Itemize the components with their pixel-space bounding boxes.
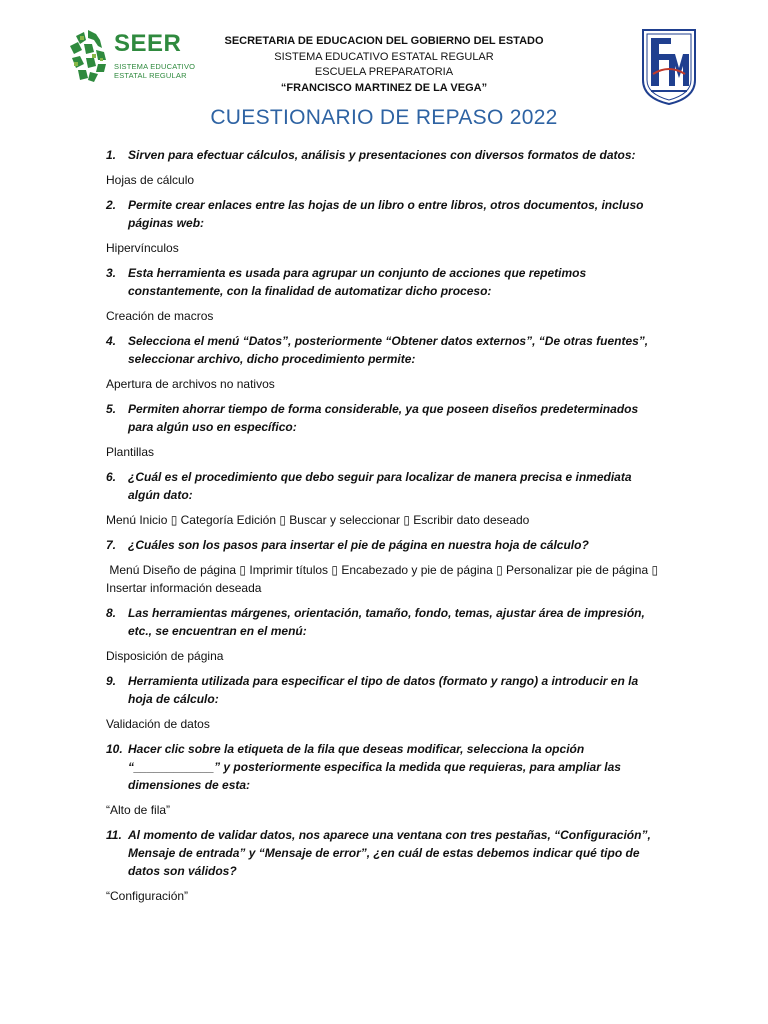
question-7 bbox=[106, 536, 666, 554]
question-text: Hacer clic sobre la etiqueta de la fila que deseas modificar, selecciona la opción “____________” y posteriormente especifica la medida que requieras, para ampliar las dimensiones de esta: bbox=[128, 742, 621, 792]
question-text: ¿Cuál es el procedimiento que debo seguir para localizar de manera precisa e inmediata algún dato: bbox=[128, 470, 632, 502]
question-5 bbox=[106, 400, 666, 436]
question-text: Sirven para efectuar cálculos, análisis y presentaciones con diversos formatos de datos: bbox=[128, 148, 636, 162]
question-number: 1. bbox=[106, 148, 117, 162]
answer-9: Validación de datos bbox=[106, 717, 210, 731]
question-text: Herramienta utilizada para especificar el tipo de datos (formato y rango) a introducir en la hoja de cálculo: bbox=[128, 674, 639, 706]
question-2 bbox=[106, 196, 666, 232]
question-6 bbox=[106, 468, 666, 504]
questionnaire bbox=[106, 146, 666, 912]
page-title: CUESTIONARIO DE REPASO 2022 bbox=[210, 106, 558, 129]
answer-8: Disposición de página bbox=[106, 649, 224, 663]
question-number: 4. bbox=[106, 334, 117, 348]
question-number: 11. bbox=[106, 828, 122, 842]
question-4 bbox=[106, 332, 666, 368]
seer-mark-icon bbox=[66, 28, 110, 84]
question-text: Al momento de validar datos, nos aparece una ventana con tres pestañas, “Configuración”, Mensaje de entrada” y “Mensaje de error”, ¿en cuál de estas debemos indicar qué tipo de datos son válidos? bbox=[128, 828, 651, 878]
seer-subtitle-1: SISTEMA EDUCATIVO bbox=[114, 62, 196, 71]
question-text: Selecciona el menú “Datos”, posteriormente “Obtener datos externos”, “De otras fuentes”, seleccionar archivo, dicho procedimiento permite: bbox=[128, 334, 649, 366]
question-number: 6. bbox=[106, 470, 117, 484]
answer-11: “Configuración” bbox=[106, 889, 189, 903]
question-8 bbox=[106, 604, 666, 640]
letterhead bbox=[200, 34, 568, 96]
letterhead-line-1: SECRETARIA DE EDUCACION DEL GOBIERNO DEL ESTADO bbox=[224, 35, 544, 47]
question-number: 8. bbox=[106, 606, 117, 620]
school-shield-icon bbox=[641, 28, 697, 106]
answer-5: Plantillas bbox=[106, 445, 155, 459]
question-text: Esta herramienta es usada para agrupar un conjunto de acciones que repetimos constantemente, con la finalidad de automatizar dicho proceso: bbox=[128, 266, 587, 298]
question-3 bbox=[106, 264, 666, 300]
question-number: 3. bbox=[106, 266, 117, 280]
question-text: Permite crear enlaces entre las hojas de un libro o entre libros, otros documentos, incluso páginas web: bbox=[128, 198, 644, 230]
question-text: ¿Cuáles son los pasos para insertar el pie de página en nuestra hoja de cálculo? bbox=[128, 538, 589, 552]
answer-3: Creación de macros bbox=[106, 309, 214, 323]
question-11 bbox=[106, 826, 666, 880]
question-number: 7. bbox=[106, 538, 117, 552]
question-number: 10. bbox=[106, 742, 123, 756]
letterhead-line-3: ESCUELA PREPARATORIA bbox=[314, 66, 454, 78]
seer-subtitle-2: ESTATAL REGULAR bbox=[114, 71, 187, 80]
answer-4: Apertura de archivos no nativos bbox=[106, 377, 275, 391]
seer-logo bbox=[66, 28, 206, 88]
letterhead-line-2: SISTEMA EDUCATIVO ESTATAL REGULAR bbox=[274, 50, 494, 63]
question-text: Permiten ahorrar tiempo de forma considerable, ya que poseen diseños predeterminados para algún uso en específico: bbox=[128, 402, 639, 434]
question-1 bbox=[106, 146, 666, 164]
letterhead-line-4: “FRANCISCO MARTINEZ DE LA VEGA” bbox=[280, 81, 488, 94]
answer-6: Menú Inicio ▯ Categoría Edición ▯ Buscar y seleccionar ▯ Escribir dato deseado bbox=[106, 513, 530, 527]
answer-1: Hojas de cálculo bbox=[106, 173, 195, 187]
answer-7: Menú Diseño de página ▯ Imprimir títulos ▯ Encabezado y pie de página ▯ Personalizar pie de página ▯ Insertar información deseada bbox=[106, 563, 662, 595]
seer-name: SEER bbox=[114, 30, 182, 57]
question-number: 9. bbox=[106, 674, 117, 688]
answer-10: “Alto de fila” bbox=[106, 803, 171, 817]
question-number: 5. bbox=[106, 402, 117, 416]
question-9 bbox=[106, 672, 666, 708]
question-10 bbox=[106, 740, 666, 794]
answer-2: Hipervínculos bbox=[106, 241, 179, 255]
question-text: Las herramientas márgenes, orientación, tamaño, fondo, temas, ajustar área de impresión, etc., se encuentran en el menú: bbox=[128, 606, 645, 638]
question-number: 2. bbox=[106, 198, 117, 212]
